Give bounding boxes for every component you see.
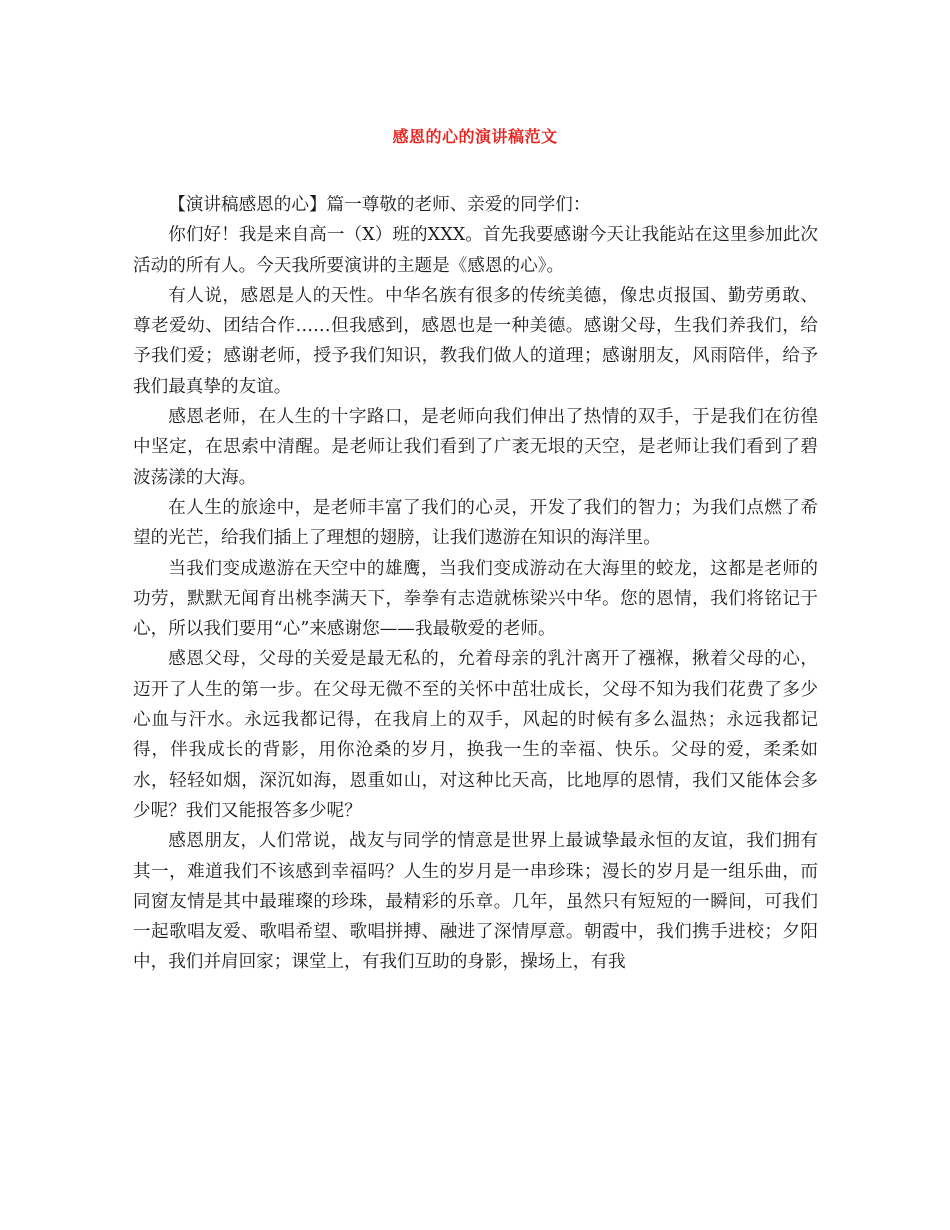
document-title: 感恩的心的演讲稿范文	[392, 127, 558, 146]
paragraph-6: 当我们变成遨游在天空中的雄鹰，当我们变成游动在大海里的蛟龙，这都是老师的功劳，默默无闻育出桃李满天下，拳拳有志造就栋梁兴中华。您的恩情，我们将铭记于心，所以我们要用“心”来感谢您——我最敬爱的老师。	[133, 558, 818, 640]
paragraph-1: 【演讲稿感恩的心】篇一尊敬的老师、亲爱的同学们：	[168, 195, 591, 215]
paragraph-7: 感恩父母，父母的关爱是最无私的，允着母亲的乳汁离开了襁褓，揪着父母的心，迈开了人生的第一步。在父母无微不至的关怀中茁壮成长，父母不知为我们花费了多少心血与汗水。永远我都记得，在我肩上的双手，风起的时候有多么温热；永远我都记得，伴我成长的背影，用你沧桑的岁月，换我一生的幸福、快乐。父母的爱，柔柔如水，轻轻如烟，深沉如海，恩重如山，对这种比天高，比地厚的恩情，我们又能体会多少呢？我们又能报答多少呢？	[133, 649, 818, 821]
paragraph-5: 在人生的旅途中，是老师丰富了我们的心灵，开发了我们的智力；为我们点燃了希望的光芒，给我们插上了理想的翅膀，让我们遨游在知识的海洋里。	[133, 497, 818, 549]
paragraph-3: 有人说，感恩是人的天性。中华名族有很多的传统美德，像忠贞报国、勤劳勇敢、尊老爱幼、团结合作……但我感到，感恩也是一种美德。感谢父母，生我们养我们，给予我们爱；感谢老师，授予我们知识，教我们做人的道理；感谢朋友，风雨陪伴，给予我们最真挚的友谊。	[133, 285, 818, 397]
document-body	[133, 190, 818, 978]
paragraph-4: 感恩老师，在人生的十字路口，是老师向我们伸出了热情的双手，于是我们在彷徨中坚定，在思索中清醒。是老师让我们看到了广袤无垠的天空，是老师让我们看到了碧波荡漾的大海。	[133, 407, 818, 488]
paragraph-2: 你们好！我是来自高一（X）班的XXX。首先我要感谢今天让我能站在这里参加此次活动的所有人。今天我所要演讲的主题是《感恩的心》。	[133, 225, 818, 276]
paragraph-8: 感恩朋友，人们常说，战友与同学的情意是世界上最诚挚最永恒的友谊，我们拥有其一，难道我们不该感到幸福吗？人生的岁月是一串珍珠；漫长的岁月是一组乐曲，而同窗友情是其中最璀璨的珍珠，最精彩的乐章。几年，虽然只有短短的一瞬间，可我们一起歌唱友爱、歌唱希望、歌唱拼搏、融进了深情厚意。朝霞中，我们携手进校；夕阳中，我们并肩回家；课堂上，有我们互助的身影，操场上，有我	[133, 831, 818, 973]
